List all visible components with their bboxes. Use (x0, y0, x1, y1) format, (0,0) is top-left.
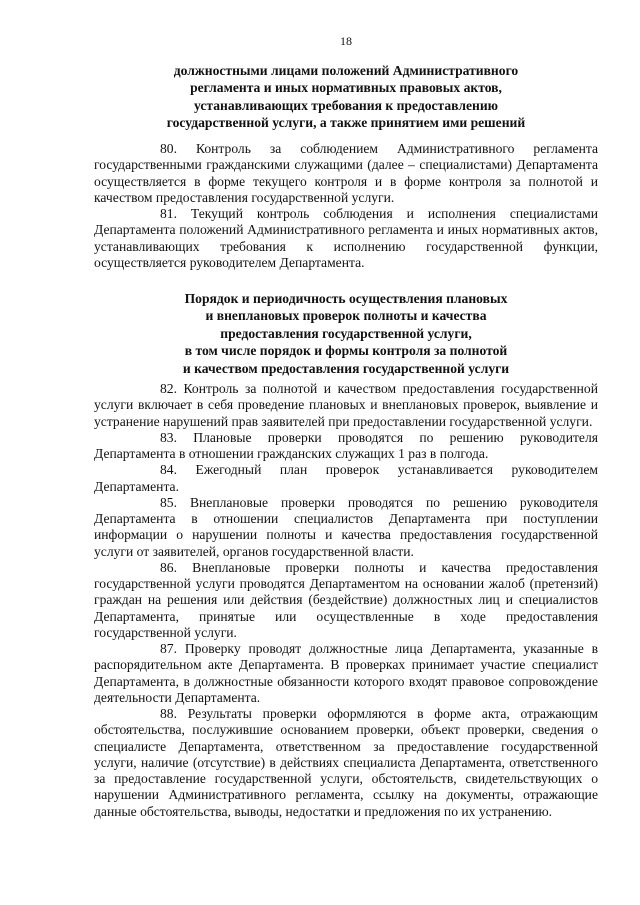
paragraph-text: Результаты проверки оформляются в форме акта, отражающим обстоятельства, послужившие основанием проверки, объект проверки, сведения о специалисте Департамента, ответственном за предоставление государственной услуги, наличие (отсутствие) в действиях специалиста Департамента, ответственного за предоставление государственной услуги, обстоятельств, свидетельствующих о нарушении Административного регламента, ссылку на документы, отражающие данные обстоятельства, выводы, недостатки и предложения по их устранению. (94, 706, 598, 819)
section-heading-control-decisions (94, 62, 598, 132)
paragraph-87 (94, 641, 598, 706)
paragraph-number: 81. (160, 206, 177, 221)
heading-line: регламента и иных нормативных правовых актов, (190, 80, 502, 96)
paragraph-84 (94, 462, 598, 495)
heading-line: Порядок и периодичность осуществления плановых (184, 291, 508, 306)
heading-line: государственной услуги, а также принятием ими решений (166, 115, 526, 131)
section-1-body (94, 141, 598, 271)
heading-line: в том числе порядок и формы контроля за полнотой (184, 343, 508, 359)
paragraph-81 (94, 206, 598, 271)
heading-line: устанавливающих требования к предоставлению (193, 97, 499, 113)
paragraph-83 (94, 430, 598, 463)
paragraph-number: 87. (160, 641, 177, 656)
paragraph-number: 85. (160, 494, 177, 510)
paragraph-number: 82. (160, 381, 177, 396)
paragraph-number: 86. (160, 559, 177, 575)
paragraph-number: 83. (160, 429, 177, 445)
paragraph-text: Текущий контроль соблюдения и исполнения специалистами Департамента положений Административного регламента и иных нормативных актов, устанавливающих требования к исполнению государственной функции, осуществляется руководителем Департамента. (94, 206, 598, 270)
heading-line: и качеством предоставления государственной услуги (182, 360, 510, 376)
paragraph-text: Контроль за соблюдением Административного регламента государственными гражданскими служащими (далее – специалистами) Департамента осуществляется в форме текущего контроля и в форме контроля за полнотой и качеством предоставления государственной услуги. (94, 141, 598, 205)
heading-line: и внеплановых проверок полноты и качества (205, 308, 487, 324)
paragraph-86 (94, 560, 598, 641)
paragraph-85 (94, 495, 598, 560)
section-heading-inspections (94, 290, 598, 377)
paragraph-80 (94, 141, 598, 206)
paragraph-88 (94, 706, 598, 820)
paragraph-text: Внеплановые проверки проводятся по решению руководителя Департамента в отношении специалистов Департамента при поступлении информации о нарушении полноты и качества предоставления государственной услуги от заявителей, органов государственной власти. (94, 494, 598, 559)
page-number: 18 (340, 34, 352, 48)
paragraph-number: 80. (160, 141, 177, 156)
section-2-body (94, 381, 598, 820)
paragraph-text: Проверку проводят должностные лица Департамента, указанные в распорядительном акте Департамента. В проверках принимает участие специалист Департамента, в должностные обязанности которого входят правовое сопровождение деятельности Департамента. (94, 641, 599, 705)
paragraph-text: Внеплановые проверки полноты и качества предоставления государственной услуги проводятся Департаментом на основании жалоб (претензий) граждан на решения или действия (бездействие) должностных лиц и специалистов Департамента, принятые или осуществленные в ходе предоставления государственной услуги. (94, 559, 598, 640)
paragraph-number: 84. (160, 462, 177, 478)
paragraph-number: 88. (160, 706, 177, 721)
paragraph-82 (94, 381, 598, 430)
heading-line: должностными лицами положений Административного (173, 63, 519, 78)
paragraph-text: Ежегодный план проверок устанавливается руководителем Департамента. (94, 462, 598, 494)
document-page (94, 0, 598, 905)
paragraph-text: Плановые проверки проводятся по решению руководителя Департамента в отношении гражданских служащих 1 раз в полгода. (94, 429, 598, 461)
heading-line: предоставления государственной услуги, (220, 325, 472, 341)
paragraph-text: Контроль за полнотой и качеством предоставления государственной услуги включает в себя проведение плановых и внеплановых проверок, выявление и устранение нарушений прав заявителей при предоставлении государственной услуги. (94, 381, 598, 429)
